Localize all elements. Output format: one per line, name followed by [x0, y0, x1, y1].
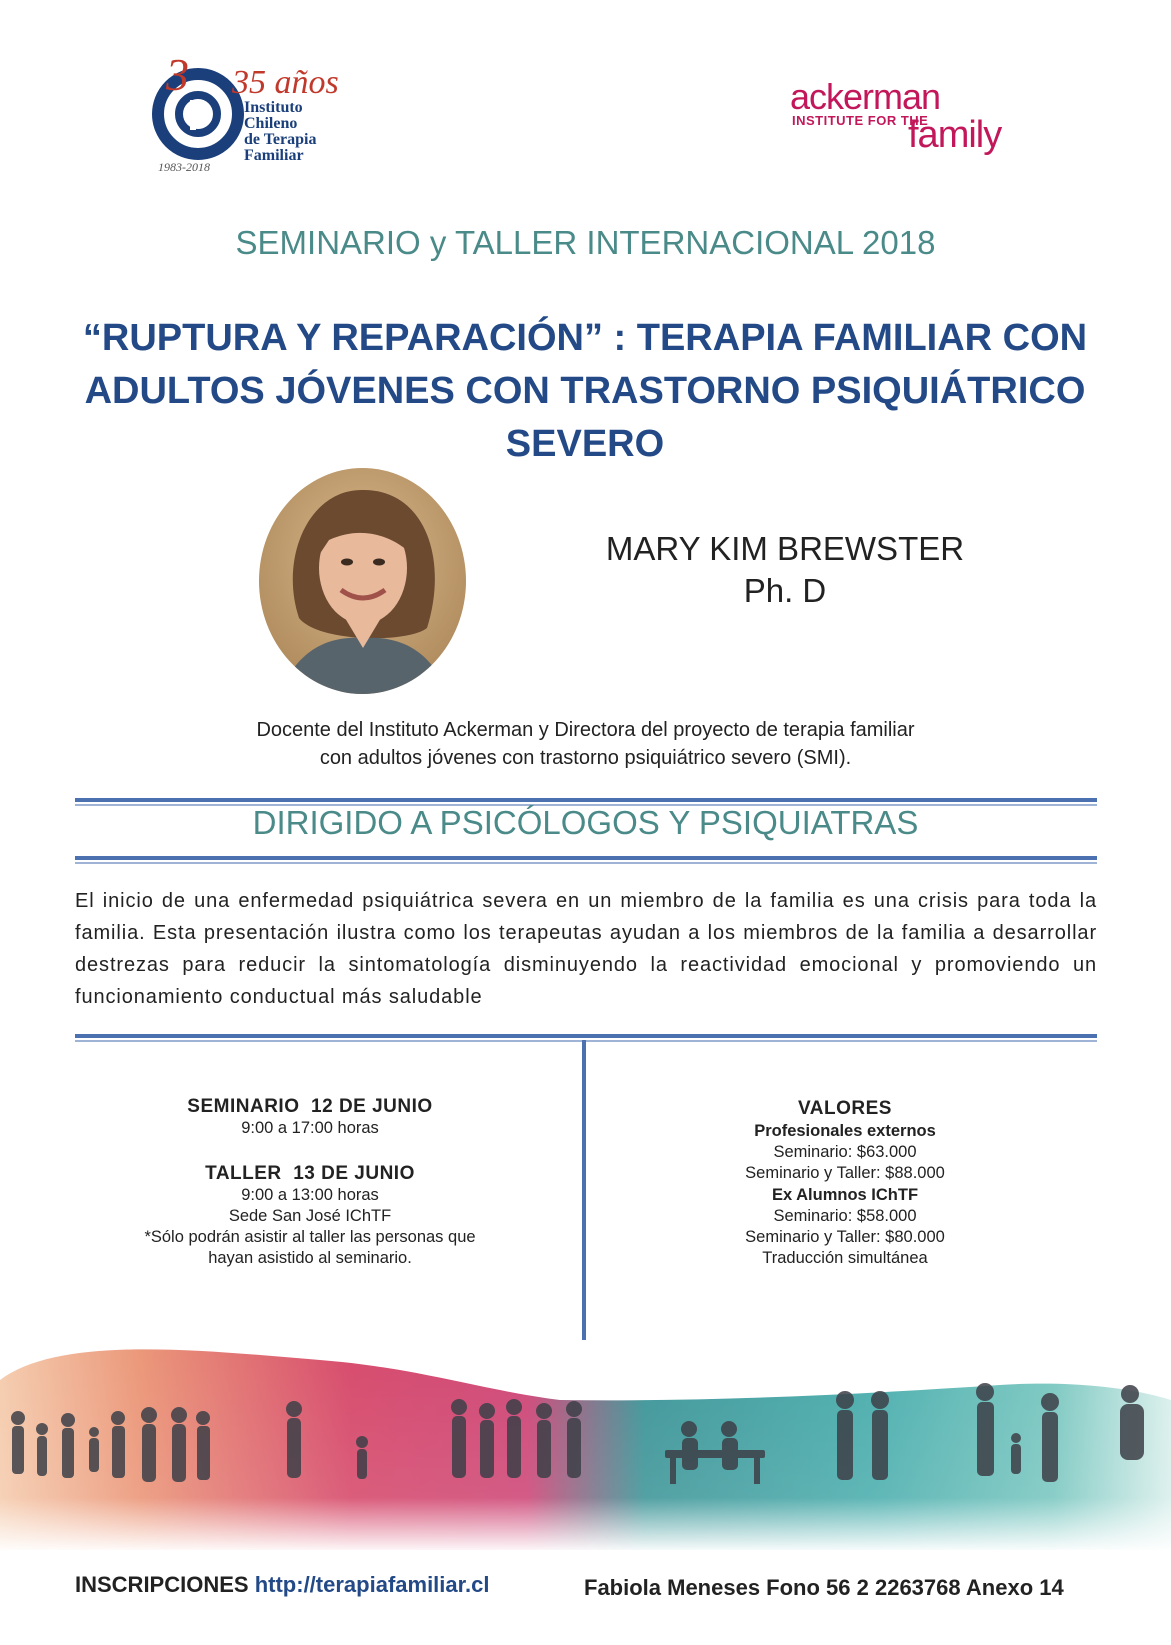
seminar-title: SEMINARIO 12 DE JUNIO	[187, 1096, 433, 1117]
column-divider	[582, 1040, 586, 1340]
registration-label: INSCRIPCIONES	[75, 1572, 249, 1597]
workshop-note-line-2: hayan asistido al seminario.	[208, 1249, 412, 1267]
speaker-degree: Ph. D	[743, 572, 827, 609]
registration-link[interactable]: http://terapiafamiliar.cl	[254, 1572, 490, 1597]
speaker-photo	[259, 468, 466, 694]
workshop-hours: 9:00 a 13:00 horas	[241, 1186, 379, 1204]
event-description: El inicio de una enfermedad psiquiátrica severa en un miembro de la familia es una crisis para toda la familia. Esta presentación ilustra como los terapeutas ayudan a los miembros de la familia a desarrollar destrezas para reducir la sintomatología disminuyendo la reactividad emocional y promoviendo un funcionamiento conductual más saludable	[75, 890, 1097, 1008]
external-both-price: Seminario y Taller: $88.000	[745, 1164, 945, 1182]
ichtf-name: Instituto Chileno de Terapia Familiar	[244, 99, 317, 164]
ichtf-years: 1983-2018	[158, 160, 210, 174]
workshop-title: TALLER 13 DE JUNIO	[205, 1163, 415, 1184]
registration-footer	[75, 1572, 489, 1598]
ackerman-family-wordmark: family	[908, 114, 1002, 156]
schedule-section	[120, 1096, 500, 1269]
audience-heading: DIRIGIDO A PSICÓLOGOS Y PSIQUIATRAS	[252, 804, 919, 841]
event-line: SEMINARIO y TALLER INTERNACIONAL 2018	[235, 224, 936, 261]
alumni-label: Ex Alumnos IChTF	[771, 1186, 919, 1204]
external-label: Profesionales externos	[754, 1122, 936, 1140]
ichtf-anniversary: 35 años	[232, 64, 339, 101]
speaker-description: Docente del Instituto Ackerman y Directora del proyecto de terapia familiar con adultos jóvenes con trastorno psiquiátrico severo (SMI).	[256, 719, 915, 769]
ackerman-institute-label: INSTITUTE FOR THE	[792, 113, 929, 128]
seminar-hours: 9:00 a 17:00 horas	[241, 1119, 379, 1137]
svg-text:3: 3	[166, 49, 189, 100]
prices-section	[690, 1098, 1000, 1269]
family-silhouettes-banner	[0, 1340, 1171, 1550]
alumni-both-price: Seminario y Taller: $80.000	[745, 1228, 945, 1246]
prices-title: VALORES	[798, 1098, 892, 1119]
divider	[75, 1034, 1097, 1038]
divider	[75, 798, 1097, 802]
workshop-venue: Sede San José IChTF	[228, 1207, 392, 1225]
ackerman-logo	[790, 76, 1030, 166]
divider	[75, 1040, 1097, 1042]
alumni-seminar-price: Seminario: $58.000	[773, 1207, 917, 1225]
title-line-1: “RUPTURA Y REPARACIÓN” : TERAPIA FAMILIAR CON	[82, 317, 1088, 359]
ichtf-logo	[150, 48, 350, 178]
contact-info: Fabiola Meneses Fono 56 2 2263768 Anexo 14	[584, 1575, 1064, 1600]
page-title	[40, 312, 1130, 471]
speaker-name: MARY KIM BREWSTER	[605, 530, 965, 567]
divider	[75, 862, 1097, 864]
title-line-2: ADULTOS JÓVENES CON TRASTORNO PSIQUIÁTRICO SEVERO	[84, 370, 1086, 465]
divider	[75, 856, 1097, 860]
translation-note: Traducción simultánea	[762, 1249, 928, 1267]
external-seminar-price: Seminario: $63.000	[773, 1143, 917, 1161]
workshop-note-line-1: *Sólo podrán asistir al taller las personas que	[144, 1228, 476, 1246]
speaker-block	[590, 528, 980, 612]
ackerman-wordmark: ackerman	[790, 76, 941, 117]
